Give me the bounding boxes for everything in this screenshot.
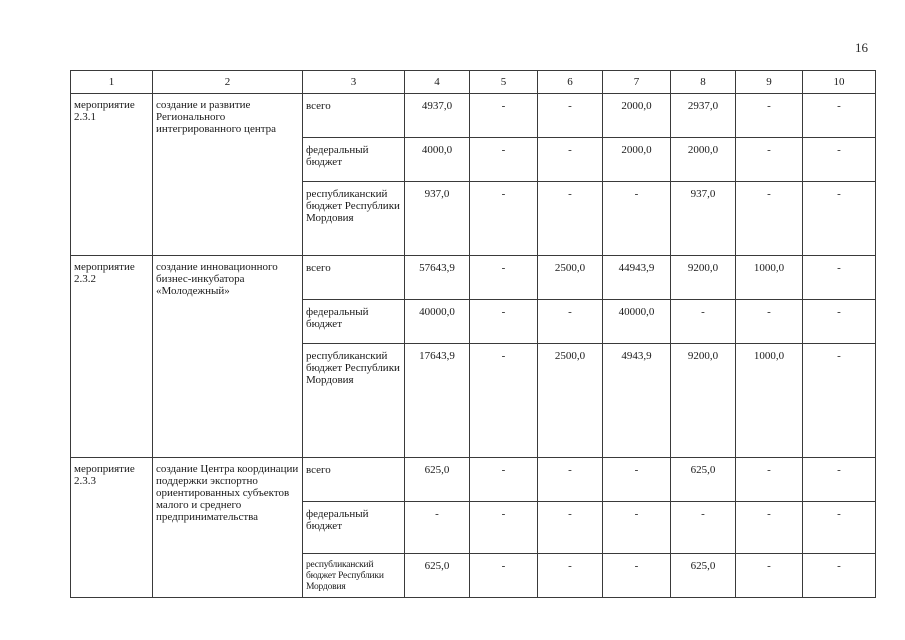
value-cell: - (803, 94, 876, 138)
value-cell: - (803, 138, 876, 182)
value-cell: - (803, 256, 876, 300)
value-cell: - (736, 182, 803, 256)
value-cell: 2000,0 (603, 94, 671, 138)
column-header: 3 (303, 71, 405, 94)
value-cell: - (803, 502, 876, 554)
column-header: 5 (470, 71, 538, 94)
value-cell: 2000,0 (603, 138, 671, 182)
value-cell: - (803, 344, 876, 458)
value-cell: - (470, 256, 538, 300)
funding-source: всего (303, 94, 405, 138)
event-label: мероприятие 2.3.3 (71, 458, 153, 598)
event-name: создание Центра координации поддержки экспортно ориентированных субъектов малого и среднего предпринимательства (153, 458, 303, 598)
column-header: 8 (671, 71, 736, 94)
budget-table (70, 70, 876, 598)
value-cell: 4000,0 (405, 138, 470, 182)
value-cell: - (470, 138, 538, 182)
value-cell: 937,0 (405, 182, 470, 256)
event-label: мероприятие 2.3.1 (71, 94, 153, 256)
value-cell: - (603, 182, 671, 256)
value-cell: - (603, 554, 671, 598)
table-row (71, 94, 876, 138)
value-cell: - (538, 502, 603, 554)
value-cell: 2500,0 (538, 344, 603, 458)
value-cell: 2937,0 (671, 94, 736, 138)
value-cell: 625,0 (671, 554, 736, 598)
column-number-row (71, 71, 876, 94)
funding-source: республиканский бюджет Республики Мордовия (303, 554, 405, 598)
event-name: создание и развитие Регионального интегрированного центра (153, 94, 303, 256)
funding-source: федеральный бюджет (303, 502, 405, 554)
column-header: 6 (538, 71, 603, 94)
value-cell: - (405, 502, 470, 554)
value-cell: 625,0 (405, 458, 470, 502)
value-cell: - (803, 300, 876, 344)
value-cell: - (736, 300, 803, 344)
value-cell: - (538, 138, 603, 182)
funding-source: республиканский бюджет Республики Мордовия (303, 344, 405, 458)
value-cell: - (671, 502, 736, 554)
value-cell: 937,0 (671, 182, 736, 256)
value-cell: - (803, 182, 876, 256)
value-cell: - (736, 94, 803, 138)
value-cell: 2500,0 (538, 256, 603, 300)
column-header: 2 (153, 71, 303, 94)
funding-source: федеральный бюджет (303, 300, 405, 344)
value-cell: 9200,0 (671, 256, 736, 300)
value-cell: 4943,9 (603, 344, 671, 458)
value-cell: - (470, 458, 538, 502)
column-header: 1 (71, 71, 153, 94)
funding-source: всего (303, 458, 405, 502)
value-cell: 1000,0 (736, 256, 803, 300)
value-cell: - (803, 554, 876, 598)
value-cell: 2000,0 (671, 138, 736, 182)
value-cell: - (470, 502, 538, 554)
value-cell: 57643,9 (405, 256, 470, 300)
funding-source: всего (303, 256, 405, 300)
value-cell: - (470, 182, 538, 256)
value-cell: - (470, 344, 538, 458)
value-cell: 625,0 (671, 458, 736, 502)
value-cell: - (538, 94, 603, 138)
table-row (71, 256, 876, 300)
column-header: 9 (736, 71, 803, 94)
value-cell: - (803, 458, 876, 502)
value-cell: - (538, 458, 603, 502)
event-label: мероприятие 2.3.2 (71, 256, 153, 458)
value-cell: - (603, 502, 671, 554)
column-header: 4 (405, 71, 470, 94)
funding-source: федеральный бюджет (303, 138, 405, 182)
value-cell: 1000,0 (736, 344, 803, 458)
table-row (71, 458, 876, 502)
value-cell: - (538, 554, 603, 598)
event-name: создание инновационного бизнес-инкубатора «Молодежный» (153, 256, 303, 458)
value-cell: - (736, 502, 803, 554)
value-cell: 44943,9 (603, 256, 671, 300)
value-cell: 40000,0 (405, 300, 470, 344)
value-cell: - (603, 458, 671, 502)
value-cell: - (538, 300, 603, 344)
value-cell: 40000,0 (603, 300, 671, 344)
funding-source: республиканский бюджет Республики Мордовия (303, 182, 405, 256)
column-header: 10 (803, 71, 876, 94)
value-cell: - (538, 182, 603, 256)
value-cell: - (470, 554, 538, 598)
value-cell: - (736, 138, 803, 182)
column-header: 7 (603, 71, 671, 94)
value-cell: 17643,9 (405, 344, 470, 458)
value-cell: - (736, 458, 803, 502)
value-cell: - (470, 300, 538, 344)
page-number: 16 (855, 40, 868, 55)
value-cell: - (470, 94, 538, 138)
value-cell: 4937,0 (405, 94, 470, 138)
value-cell: - (671, 300, 736, 344)
value-cell: - (736, 554, 803, 598)
value-cell: 9200,0 (671, 344, 736, 458)
value-cell: 625,0 (405, 554, 470, 598)
